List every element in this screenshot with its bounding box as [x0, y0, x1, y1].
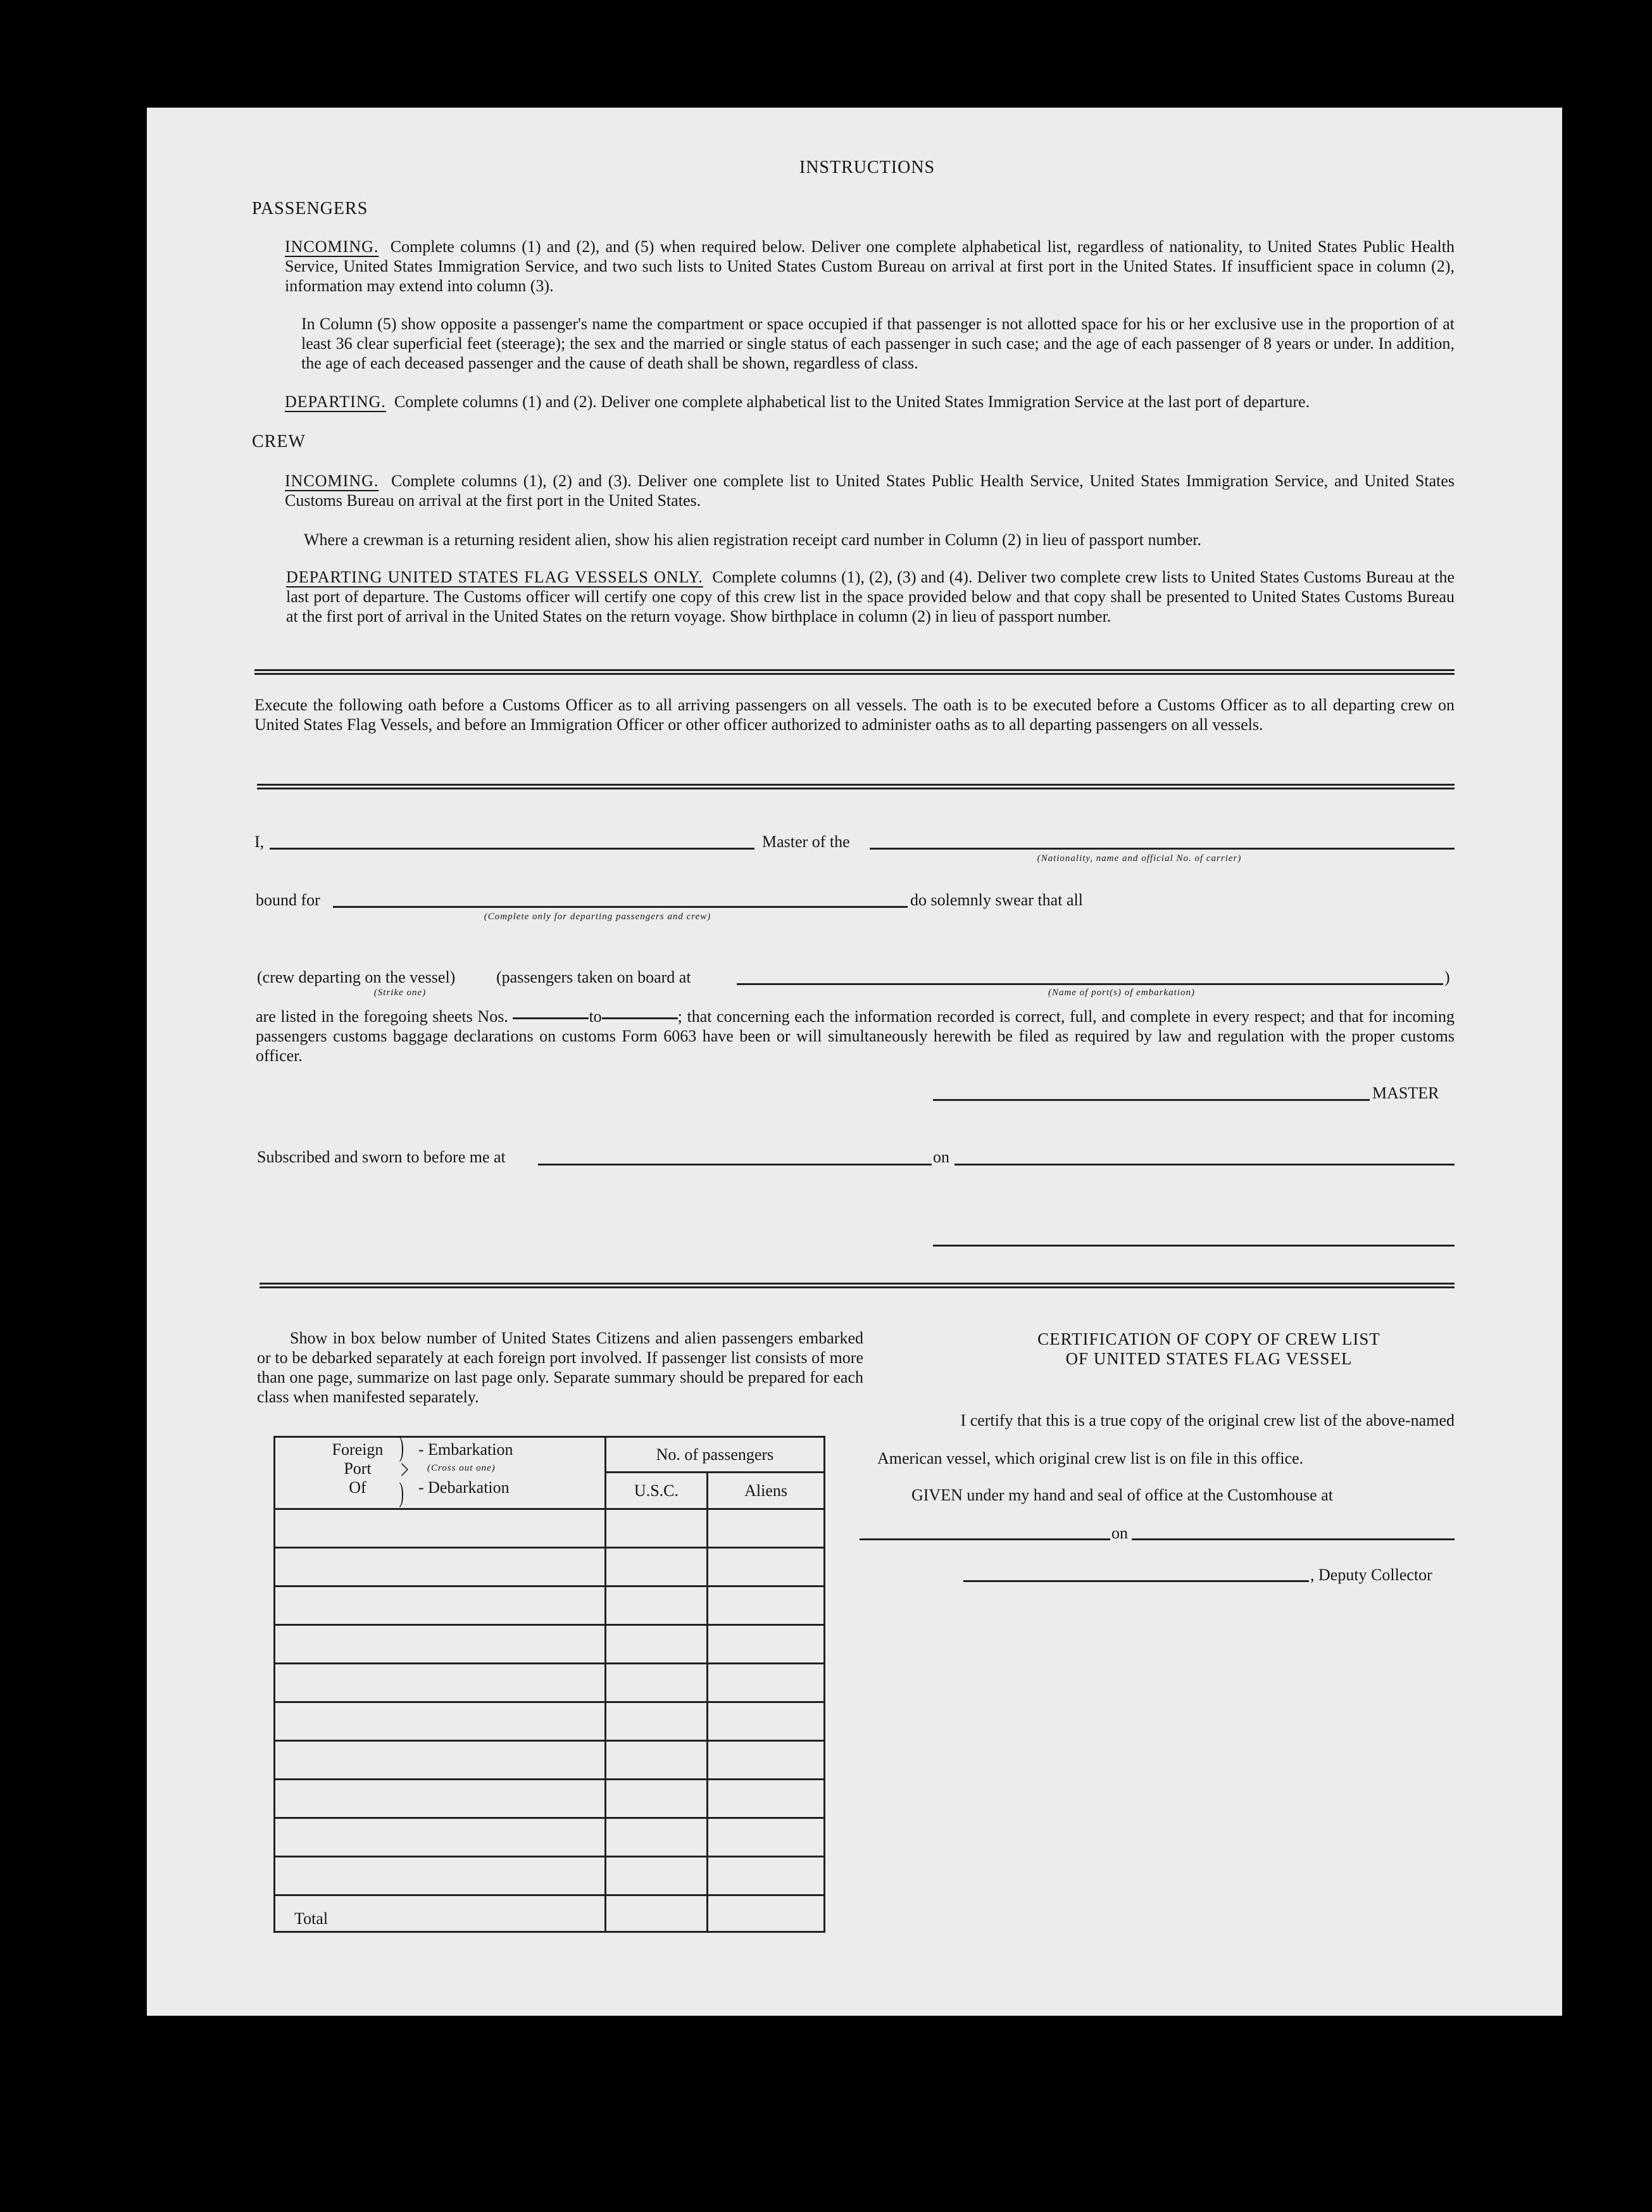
sworn-date-line[interactable] — [954, 1164, 1455, 1166]
officer-signature-line[interactable] — [933, 1245, 1455, 1247]
table-row — [275, 1587, 825, 1625]
total-usc-cell[interactable] — [605, 1895, 707, 1932]
port-cell[interactable] — [275, 1587, 606, 1625]
passengers-taken-option[interactable]: (passengers taken on board at — [496, 968, 691, 986]
carrier-note: (Nationality, name and official No. of carrier) — [1037, 853, 1242, 864]
sheet-from-line[interactable] — [513, 1017, 589, 1019]
carrier-line[interactable] — [870, 848, 1455, 850]
port-cell[interactable] — [275, 1509, 606, 1548]
certification-text1: I certify that this is a true copy of the original crew list of the above-named — [960, 1411, 1455, 1430]
of-label: Of — [349, 1478, 366, 1497]
sworn-place-line[interactable] — [538, 1164, 932, 1166]
crew-incoming-paragraph — [285, 471, 1455, 510]
port-cell[interactable] — [275, 1664, 606, 1702]
foreign-port-header — [275, 1431, 606, 1509]
crew-departing-option[interactable]: (crew departing on the vessel) — [257, 968, 456, 986]
table-row — [275, 1548, 825, 1587]
certification-on-label: on — [1111, 1524, 1128, 1542]
master-of-label: Master of the — [762, 833, 850, 851]
port-cell[interactable] — [275, 1857, 606, 1895]
foreign-label: Foreign — [332, 1440, 384, 1459]
aliens-cell[interactable] — [708, 1664, 825, 1702]
deputy-signature-line[interactable] — [963, 1580, 1309, 1582]
bound-for-note: (Complete only for departing passengers and crew) — [484, 912, 711, 922]
close-paren: ) — [1444, 968, 1450, 986]
aliens-cell[interactable] — [708, 1587, 825, 1625]
passengers-incoming-text: Complete columns (1) and (2), and (5) when required below. Deliver one complete alphabetical list, regardless of nationality, to United States Public Health Service, United States Immigration Service, and two such lists to United States Custom Bureau on arrival at first port in the United States. If insufficient space in column (2), information may extend into column (3). — [285, 237, 1455, 295]
passenger-summary-table — [273, 1431, 825, 1933]
certification-title — [909, 1329, 1509, 1369]
port-cell[interactable] — [275, 1625, 606, 1664]
port-label: Port — [344, 1459, 372, 1478]
instructions-title: INSTRUCTIONS — [799, 158, 936, 177]
form-page — [147, 108, 1562, 2016]
port-cell[interactable] — [275, 1548, 606, 1587]
aliens-cell[interactable] — [708, 1548, 825, 1587]
aliens-cell[interactable] — [708, 1625, 825, 1664]
total-aliens-cell[interactable] — [708, 1895, 825, 1932]
usc-cell[interactable] — [605, 1741, 707, 1780]
certification-text2: American vessel, which original crew list is on file in this office. — [877, 1449, 1304, 1467]
aliens-cell[interactable] — [708, 1509, 825, 1548]
cross-out-note: (Cross out one) — [427, 1463, 496, 1473]
usc-cell[interactable] — [605, 1857, 707, 1895]
listed-paragraph — [256, 1007, 1455, 1065]
master-signature-line[interactable] — [933, 1099, 1370, 1101]
aliens-cell[interactable] — [708, 1857, 825, 1895]
table-row — [275, 1625, 825, 1664]
passengers-departing-text: Complete columns (1) and (2). Deliver one complete alphabetical list to the United States Immigration Service at the last port of departure. — [394, 393, 1310, 411]
table-row — [275, 1857, 825, 1895]
certification-date-line[interactable] — [1132, 1538, 1455, 1540]
divider-double-line — [254, 669, 1455, 675]
table-row — [275, 1509, 825, 1548]
total-row — [275, 1895, 825, 1932]
certification-title-line1: CERTIFICATION OF COPY OF CREW LIST — [1037, 1329, 1380, 1348]
column5-paragraph: In Column (5) show opposite a passenger's name the compartment or space occupied if that passenger is not allotted space for his or her exclusive use in the proportion of at least 36 clear superficial feet (steerage); the sex and the married or single status of each passenger in such case; and the age of each passenger of 8 years or under. In addition, the age of each deceased passenger and the cause of death shall be shown, regardless of class. — [301, 315, 1455, 372]
summary-instructions-text: Show in box below number of United States Citizens and alien passengers embarked or to be debarked separately at each foreign port involved. If passenger list consists of more than one page, summarize on last page only. Separate summary should be prepared for each class when manifested separately. — [257, 1329, 863, 1406]
usc-cell[interactable] — [605, 1818, 707, 1857]
usc-cell[interactable] — [605, 1587, 707, 1625]
table-row — [275, 1780, 825, 1818]
port-cell[interactable] — [275, 1741, 606, 1780]
divider-double-line — [257, 784, 1455, 789]
passengers-incoming-label: INCOMING. — [285, 237, 379, 256]
sworn-on-label: on — [933, 1148, 949, 1166]
crew-incoming-label: INCOMING. — [285, 472, 379, 490]
crew-resident-paragraph: Where a crewman is a returning resident alien, show his alien registration receipt card number in Column (2) in lieu of passport number. — [304, 531, 1202, 549]
divider-double-line — [260, 1283, 1455, 1288]
bound-for-line[interactable] — [333, 906, 908, 908]
bound-for-label: bound for — [256, 891, 320, 909]
aliens-cell[interactable] — [708, 1741, 825, 1780]
deputy-collector-label: , Deputy Collector — [1310, 1566, 1432, 1584]
usc-cell[interactable] — [605, 1548, 707, 1587]
crew-departing-label: DEPARTING UNITED STATES FLAG VESSELS ONLY. — [286, 568, 703, 586]
usc-cell[interactable] — [605, 1509, 707, 1548]
usc-cell[interactable] — [605, 1625, 707, 1664]
certification-title-line2: OF UNITED STATES FLAG VESSEL — [1065, 1349, 1353, 1368]
aliens-cell[interactable] — [708, 1818, 825, 1857]
total-label: Total — [275, 1895, 606, 1932]
usc-header: U.S.C. — [605, 1473, 707, 1509]
to-label: to — [589, 1007, 602, 1026]
aliens-cell[interactable] — [708, 1780, 825, 1818]
port-cell[interactable] — [275, 1702, 606, 1741]
crew-departing-paragraph — [286, 567, 1455, 626]
brace-mid: > — [401, 1454, 409, 1485]
brace-bottom: ) — [399, 1477, 404, 1508]
summary-instructions — [257, 1328, 863, 1407]
swear-label: do solemnly swear that all — [910, 891, 1083, 909]
port-cell[interactable] — [275, 1818, 606, 1857]
strike-note: (Strike one) — [373, 988, 427, 998]
sheet-to-line[interactable] — [602, 1017, 678, 1019]
usc-cell[interactable] — [605, 1702, 707, 1741]
crew-heading: CREW — [252, 432, 306, 451]
passengers-incoming-paragraph — [285, 237, 1455, 296]
passengers-heading: PASSENGERS — [252, 199, 368, 218]
table-row — [275, 1664, 825, 1702]
oath-i-label: I, — [254, 833, 265, 851]
debarkation-option[interactable]: - Debarkation — [418, 1478, 510, 1497]
certification-text3: GIVEN under my hand and seal of office at the Customhouse at — [911, 1486, 1333, 1504]
subscribed-label: Subscribed and sworn to before me at — [257, 1148, 506, 1166]
crew-incoming-text: Complete columns (1), (2) and (3). Deliver one complete list to United States Public Health Service, United States Immigration Service, and United States Customs Bureau on arrival at the first port in the United States. — [285, 472, 1455, 510]
table-row — [275, 1818, 825, 1857]
embarkation-option[interactable]: - Embarkation — [418, 1440, 513, 1459]
embarkation-note: (Name of port(s) of embarkation) — [1048, 988, 1195, 998]
port-cell[interactable] — [275, 1780, 606, 1818]
brace-top: ) — [399, 1431, 404, 1462]
aliens-cell[interactable] — [708, 1702, 825, 1741]
aliens-header: Aliens — [708, 1473, 825, 1509]
usc-cell[interactable] — [605, 1664, 707, 1702]
table-row — [275, 1741, 825, 1780]
usc-cell[interactable] — [605, 1780, 707, 1818]
passengers-departing-label: DEPARTING. — [285, 393, 386, 411]
embarkation-port-line[interactable] — [737, 983, 1443, 985]
master-label: MASTER — [1372, 1084, 1439, 1102]
listed-prefix: are listed in the foregoing sheets Nos. — [256, 1007, 508, 1026]
customhouse-line[interactable] — [860, 1538, 1110, 1540]
oath-intro-paragraph: Execute the following oath before a Customs Officer as to all arriving passengers on all vessels. The oath is to be executed before a Customs Officer as to all departing crew on United States Flag Vessels, and before an Immigration Officer or other officer authorized to administer oaths as to all departing passengers on all vessels. — [254, 696, 1455, 734]
master-name-line[interactable] — [270, 848, 754, 850]
no-of-passengers-header: No. of passengers — [605, 1437, 824, 1473]
passengers-departing-paragraph — [285, 392, 1455, 412]
table-row — [275, 1702, 825, 1741]
listed-text: ; that concerning each the information recorded is correct, full, and complete in every respect; and that for incoming passengers customs baggage declarations on customs Form 6063 have been or will simultaneously herewith be filed as required by law and regulation with the proper customs officer. — [256, 1007, 1455, 1065]
crew-departing-text: Complete columns (1), (2), (3) and (4). Deliver two complete crew lists to United States Customs Bureau at the last port of departure. The Customs officer will certify one copy of this crew list in the space provided below and that copy shall be presented to United States Customs Bureau at the first port of arrival in the United States on the return voyage. Show birthplace in column (2) in lieu of passport number. — [286, 568, 1455, 625]
